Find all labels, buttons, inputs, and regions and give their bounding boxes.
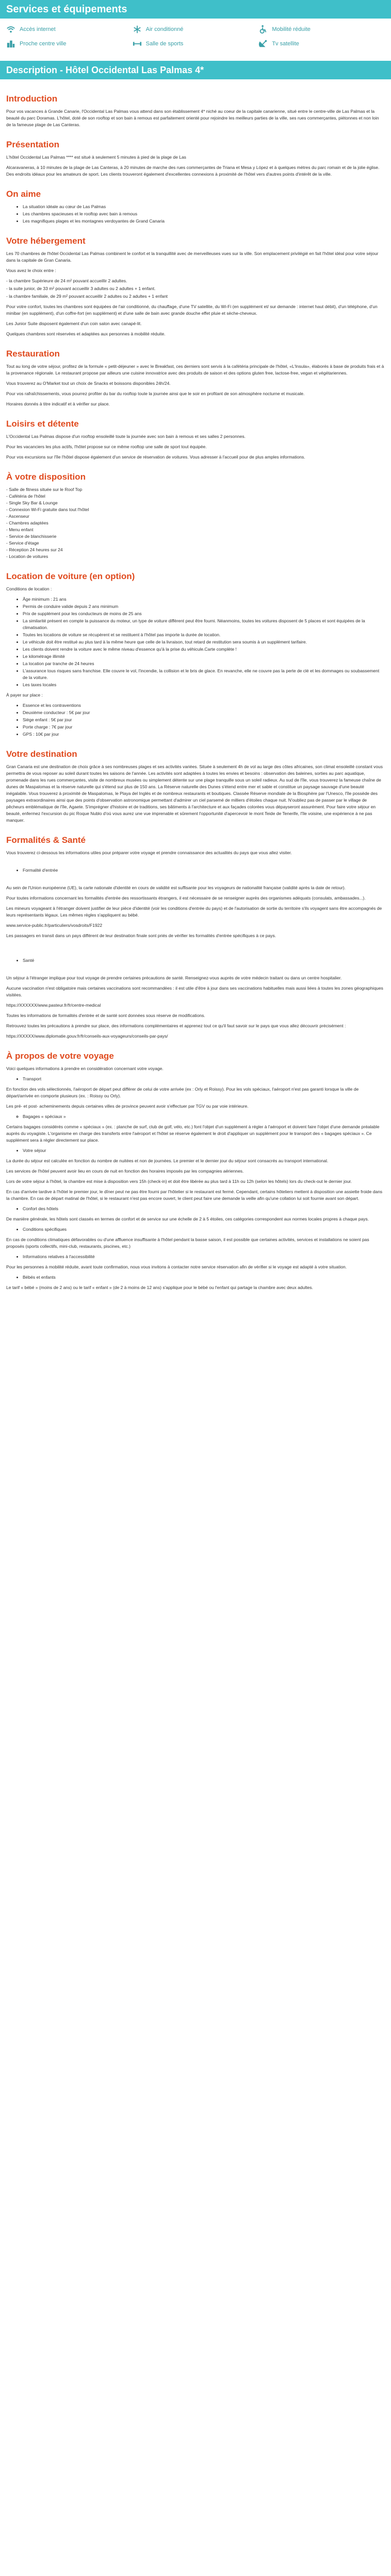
sante-item	[6, 957, 385, 964]
description-header	[0, 61, 391, 79]
paragraph: Vous avez le choix entre :	[6, 268, 56, 273]
list-item: • Confort des hôtels	[23, 1206, 385, 1212]
paragraph: Voici quelques informations à prendre en considération concernant votre voyage.	[6, 1066, 164, 1071]
paragraph: En cas de conditions climatiques défavorables ou d'une affluence insuffisante à l'hôtel pendant la basse saison, il est possible que certaines activités, services et installations ne soient pas proposés (sports collectifs, mini-club, restaurants, piscines, etc.)	[6, 1237, 369, 1249]
list-item: - Service de blanchisserie	[6, 534, 57, 539]
list-item: • Prix de supplément pour les conducteurs de moins de 25 ans	[23, 611, 385, 617]
section-title-disposition: À votre disposition	[6, 472, 86, 482]
list-item: - Cafétéria de l'hôtel	[6, 494, 45, 499]
section-title-introduction: Introduction	[6, 94, 58, 104]
list-item: • Âge minimum : 21 ans	[23, 596, 385, 603]
link-text[interactable]: www.service-public.fr/particuliers/vosdroits/F1922	[6, 923, 103, 928]
section-title-destination: Votre destination	[6, 749, 77, 759]
paragraph: Alcaravaneras, à 10 minutes de la plage de Las Canteras, à 20 minutes de marche des rues commerçantes de Triana et Mesa y López et à quelques mètres du parc romain et de la jolie église. Des endroits idéaux pour les amateurs de sport. Les clients trouveront également d'excellentes connexions à proximité de l'hôtel vers d'autres points d'intérêt de la ville.	[6, 165, 380, 177]
paragraph: Gran Canaria est une destination de choix grâce à ses nombreuses plages et ses activités variées. Située à seulement 4h de vol au large des côtes africaines, son climat ensoleillé constant vous permettra de vous reposer au soleil durant toutes les saisons de l'année. Les activités sont adaptées à toutes les envies et besoins : observation des baleines, sorties au parc aquatique, promenade dans les rues commerçantes, visite de nombreux musées ou simplement détente sur une plage tranquille sous un soleil radieux. Au sud de l'île, vous trouverez la fameuse chaîne de dunes de Maspalomas et la réserve naturelle qui s'étend sur plus de 150 ans. La Réserve naturelle des Dunes s'étend entre mer et sable et constitue un paysage sauvage d'une beauté inégalable. Vous trouverez à proximité de Maspalomas, le Playa del Inglés et de nombreux restaurants et boutiques. Classée Réserve mondiale de la Biosphère par l'Unesco, l'île possède des paysages extraordinaires ainsi que des points d'observation astronomique permettant d'admirer un ciel parsemé de milliers d'étoiles chaque nuit. N'oubliez pas de passer par le village de pêcheurs emblématique de l'île, Agaete. S'imprégner d'histoire et de traditions, ses bâtiments à l'architecture et aux façades colorées vous dépayseront assurément. Pour faire votre séjour en beauté, enfermez l'excursion du pic Roque Nublo d'où vous aurez une vue imprenable et sûrement l'opportunité d'apercevoir le mont Teide de Tenerife, l'île voisine, une expérience à ne pas manquer.	[6, 764, 383, 823]
amenity-label: Accès internet	[20, 26, 56, 32]
paragraph: Le tarif « bébé » (moins de 2 ans) ou le tarif « enfant » (de 2 à moins de 12 ans) s'applique pour le bébé ou l'enfant qui partage la chambre avec deux adultes.	[6, 1285, 313, 1290]
amenity-tv	[258, 39, 385, 48]
list-item: • Le véhicule doit être restitué au plus tard à la même heure que celle de la livraison, tout retard de restitution sera soumis à un supplément tarifaire.	[23, 639, 385, 646]
paragraph: Les passagers en transit dans un pays différent de leur destination finale sont priés de vérifier les formalités d'entrée spécifiques à ce pays.	[6, 933, 276, 938]
section-title-formalites: Formalités & Santé	[6, 835, 86, 845]
amenity-label: Salle de sports	[145, 41, 184, 47]
bagages-item	[6, 1113, 385, 1120]
services-title: Services et équipements	[6, 4, 127, 15]
pay-list	[6, 702, 385, 738]
section-title-on-aime: On aime	[6, 189, 41, 199]
list-item: • GPS : 10€ par jour	[23, 731, 385, 738]
list-item: • La similarité présent en compte la puissance du moteur, un type de voiture différent peut être fourni. Néanmoins, toutes les voitures disposent de 5 places et sont équipées de la climatisation.	[23, 618, 385, 631]
list-item: • Les magnifiques plages et les montagnes verdoyantes de Grand Canaria	[23, 218, 385, 225]
list-item: • Conditions spécifiques	[23, 1226, 385, 1233]
section-title-location: Location de voiture (en option)	[6, 571, 135, 581]
list-item: - Ascenseur	[6, 514, 29, 519]
sejour-item	[6, 1147, 385, 1154]
subtitle: À payer sur place :	[6, 692, 43, 698]
paragraph: Horaires donnés à titre indicatif et à vérifier sur place.	[6, 401, 110, 406]
list-item: • Santé	[23, 957, 385, 964]
section-title-loisirs: Loisirs et détente	[6, 419, 79, 429]
section-title-restauration: Restauration	[6, 349, 60, 359]
list-item: • Formalité d'entrée	[23, 867, 385, 874]
wheelchair-icon	[258, 25, 268, 34]
city-icon	[6, 39, 15, 48]
list-item: • Transport	[23, 1076, 385, 1082]
list-item: - Single Sky Bar & Lounge	[6, 500, 58, 505]
paragraph: Retrouvez toutes les précautions à prendre sur place, des informations complémentaires et apprenez tout ce qu'il faut savoir sur le pays que vous allez découvrir précisément :	[6, 1023, 346, 1028]
description-content	[0, 79, 391, 1291]
list-item: • Porte charge : 7€ par jour	[23, 724, 385, 731]
list-item: • Votre séjour	[23, 1147, 385, 1154]
on-aime-list	[6, 204, 385, 225]
list-item: - Réception 24 heures sur 24	[6, 547, 63, 552]
paragraph: Tout au long de votre séjour, profitez de la formule « petit-déjeuner » avec le Breakfast, ces derniers sont servis à la cafétéria principale de l'hôtel, «L'Insula», élaborés à base de produits frais et à la provenance régionale. Le restaurant propose par ailleurs une cuisine innovatrice avec des produits de saison et des options gluten free, lactose-free, vegan et végétariennes.	[6, 364, 384, 376]
list-item: • Deuxième conducteur : 5€ par jour	[23, 709, 385, 716]
amenity-mobility	[258, 25, 385, 34]
list-item: • Le kilométrage illimité	[23, 653, 385, 660]
list-item: • Siège enfant : 5€ par jour	[23, 717, 385, 723]
confort-item	[6, 1206, 385, 1212]
list-item: • Permis de conduire valide depuis 2 ans minimum	[23, 603, 385, 610]
disposition-list	[6, 486, 385, 560]
paragraph: Aucune vaccination n'est obligatoire mais certaines vaccinations sont recommandées : il est utile d'être à jour dans ses vaccinations habituelles mais aussi liées à toutes les zones géographiques visitées.	[6, 986, 383, 997]
amenity-city	[6, 39, 133, 48]
paragraph: Pour vos excursions sur l'île l'hôtel dispose également d'un service de réservation de voitures. Vous adresser à l'accueil pour de plus amples informations.	[6, 454, 305, 460]
amenity-label: Proche centre ville	[20, 41, 67, 47]
paragraph: Certains bagages considérés comme « spéciaux » (ex. : planche de surf, club de golf, vélo, etc.) font l'objet d'un supplément à régler à l'aéroport et doivent faire l'objet d'une demande préalable auprès du voyagiste. L'organisme en charge des transferts entre l'aéroport et l'hôtel se réserve également le droit d'appliquer un supplément pour le transport des « bagages spéciaux ». Ce supplément sera à régler directement sur place.	[6, 1124, 380, 1143]
paragraph: Les mineurs voyageant à l'étranger doivent justifier de leur pièce d'identité (voir les conditions d'entrée du pays) et de l'autorisation de sortie du territoire s'ils voyagent sans être accompagnés de leurs représentants légaux. Les mêmes règles s'appliquent au bébé.	[6, 906, 382, 918]
paragraph: L'hôtel Occidental Las Palmas **** est situé à seulement 5 minutes à pied de la plage de Las	[6, 155, 186, 160]
description-title: Description - Hôtel Occidental Las Palmas 4*	[6, 65, 204, 75]
room-type: - la suite junior, de 33 m² pouvant accueillir 3 adultes ou 2 adultes + 1 enfant.	[6, 286, 156, 291]
paragraph: Un séjour à l'étranger implique pour tout voyage de prendre certaines précautions de santé. Renseignez-vous auprès de votre médecin traitant ou dans un centre hospitalier.	[6, 975, 342, 980]
list-item: - Salle de fitness située sur le Roof Top	[6, 487, 83, 492]
snowflake-icon	[133, 25, 142, 34]
list-item: • La location par tranche de 24 heures	[23, 660, 385, 667]
amenity-label: Air conditionné	[145, 26, 184, 32]
paragraph: En cas d'arrivée tardive à l'hôtel le premier jour, le dîner peut ne pas être fourni par l'hôtelier si le restaurant est fermé. Cependant, certains hôteliers mettent à disposition une assiette froide dans la chambre. En cas de départ matinal de l'hôtel, si le restaurant n'est pas encore ouvert, le client peut faire une demande la veille afin qu'une collation lui soit fournie avant son départ.	[6, 1189, 383, 1201]
dumbbell-icon	[133, 39, 142, 48]
conditions-item	[6, 1226, 385, 1233]
transport-item	[6, 1076, 385, 1082]
link-text[interactable]: https://XXXXXX/www.pasteur.fr/fr/centre-medical	[6, 1003, 101, 1008]
list-item: • Les chambres spacieuses et le rooftop avec bain à remous	[23, 211, 385, 217]
paragraph: L'Occidental Las Palmas dispose d'un rooftop ensoleillé toute la journée avec son bain à remous et ses salles 2 personnes.	[6, 434, 246, 439]
amenity-label: Mobilité réduite	[272, 26, 311, 32]
amenity-label: Tv satellite	[272, 41, 299, 47]
paragraph: Pour toutes informations concernant les formalités d'entrée des ressortissants étrangers, il est nécessaire de se renseigner auprès des organismes adéquats (consulats, ambassades...).	[6, 895, 366, 901]
paragraph: De manière générale, les hôtels sont classés en termes de confort et de service sur une échelle de 2 à 5 étoiles, ces catégories correspondent aux normes locales propres à chaque pays.	[6, 1216, 369, 1222]
list-item: ◦ Bagages « spéciaux »	[23, 1113, 385, 1120]
paragraph: Vous trouverez au O'Market tout un choix de Snacks et boissons disponibles 24h/24.	[6, 381, 171, 386]
list-item: - Connexion Wi-Fi gratuite dans tout l'hôtel	[6, 507, 89, 512]
paragraph: Pour les personnes à mobilité réduite, avant toute confirmation, nous vous invitons à contacter notre service réservation afin de vérifier si le voyage est adapté à votre situation.	[6, 1264, 347, 1269]
list-item: • La situation idéale au cœur de Las Palmas	[23, 204, 385, 210]
list-item: • Toutes les locations de voiture se récupèrent et se restituent à l'hôtel pas importe la durée de location.	[23, 632, 385, 638]
formalites-item	[6, 867, 385, 874]
room-type: - la chambre Supérieure de 24 m² pouvant accueillir 2 adultes.	[6, 278, 127, 283]
link-text[interactable]: https://XXXXX/www.diplomatie.gouv.fr/fr/conseils-aux-voyageurs/conseils-par-pays/	[6, 1033, 168, 1039]
paragraph: Au sein de l'Union européenne (UE), la carte nationale d'identité en cours de validité est suffisante pour les voyageurs de nationalité française (validité après la date de retour).	[6, 885, 346, 890]
paragraph: La durée du séjour est calculée en fonction du nombre de nuitées et non de journées. Le premier et le dernier jour du séjour sont consacrés au transport international.	[6, 1158, 329, 1163]
list-item: • Informations relatives à l'accessibilité	[23, 1253, 385, 1260]
paragraph: Lors de votre séjour à l'hôtel, la chambre est mise à disposition vers 15h (check-in) et doit être libérée au plus tard à 11h ou 12h (selon les hôtels) lors du check-out le dernier jour.	[6, 1179, 352, 1184]
room-type: - la chambre familiale, de 29 m² pouvant accueillir 2 adultes ou 2 adultes + 1 enfant	[6, 294, 168, 299]
list-item: - Menu enfant	[6, 527, 34, 532]
amenity-gym	[133, 39, 259, 48]
paragraph: Pour vos vacances à Grande Canarie, l'Occidental Las Palmas vous attend dans son établissement 4* niché au coeur de la capitale canarienne, situé entre le centre-ville de Las Palmas et la beauté du parc Doramas. L'hôtel, doté de son rooftop et son bain à remous est parfaitement orienté pour rejoindre les meilleurs parties de la ville, ses rues commerçantes, piétonnes et non loin de la fameuse plage de Las Canteras.	[6, 109, 379, 127]
section-title-apropos: À propos de votre voyage	[6, 1051, 114, 1061]
paragraph: Les services de l'hôtel peuvent avoir lieu en cours de nuit en fonction des horaires imposés par les compagnies aériennes.	[6, 1168, 244, 1174]
amenity-internet	[6, 25, 133, 34]
conditions-list	[6, 596, 385, 688]
paragraph: Les 70 chambres de l'hôtel Occidental Las Palmas combinent le confort et la tranquillité avec de merveilleuses vues sur la ville. Son emplacement privilégié en fait l'hôtel idéal pour votre séjour dans la capitale de Gran Canaria.	[6, 251, 379, 263]
list-item: • Bébés et enfants	[23, 1274, 385, 1281]
paragraph: En fonction des vols sélectionnés, l'aéroport de départ peut différer de celui de votre arrivée (ex : Orly et Roissy). Pour les vols spéciaux, l'aéroport n'est pas garanti lorsque la ville de départ/arrivée en comporte plusieurs (ex. : Roissy ou Orly).	[6, 1087, 359, 1098]
amenities-grid	[0, 19, 391, 57]
satellite-icon	[258, 39, 268, 48]
paragraph: Pour votre confort, toutes les chambres sont équipées de l'air conditionné, du chauffage, d'une TV satellite, du Wi-Fi (en supplément et/ sur demande : internet haut débit), d'un téléphone, d'un minibar (en supplément), d'un coffre-fort (en supplément) et d'une salle de bain avec grande douche effet pluie et sèche-cheveux.	[6, 304, 378, 316]
paragraph: Pour les vacanciers les plus actifs, l'hôtel propose sur ce même rooftop une salle de sport tout équipée.	[6, 444, 207, 449]
services-header	[0, 0, 391, 19]
wifi-icon	[6, 25, 15, 34]
paragraph: Toutes les informations de formalités d'entrée et de santé sont données sous réserve de modifications.	[6, 1013, 205, 1018]
paragraph: Les Junior Suite disposent également d'un coin salon avec canapé-lit.	[6, 321, 142, 326]
paragraph: Les pré- et post- acheminements depuis certaines villes de province peuvent avoir s'effectuer par TGV ou par voie intérieure.	[6, 1104, 249, 1109]
list-item: - Chambres adaptées	[6, 520, 48, 526]
paragraph: Quelques chambres sont réservées et adaptées aux personnes à mobilité réduite.	[6, 331, 166, 336]
section-title-presentation: Présentation	[6, 140, 59, 149]
list-item: • Essence et les contraventions	[23, 702, 385, 709]
list-item: • L'assurance tous risques sans franchise. Elle couvre le vol, l'incendie, la collision et le bris de glace. En revanche, elle ne couvre pas la perte de clé et les dommages ou soubassement de la voiture.	[23, 668, 385, 681]
list-item: • Les taxes locales	[23, 682, 385, 688]
amenity-aircon	[133, 25, 259, 34]
paragraph: Pour vos rafraîchissements, vous pourrez profiter du bar du rooftop toute la journée ainsi que le soir en profitant de son atmosphère nocturne et musicale.	[6, 391, 305, 396]
subtitle: Conditions de location :	[6, 586, 52, 591]
bebes-item	[6, 1274, 385, 1281]
list-item: • Les clients doivent rendre la voiture avec le même niveau d'essence qu'à la prise du véhicule.Carte complète !	[23, 646, 385, 653]
section-title-hebergement: Votre hébergement	[6, 236, 86, 246]
list-item: - Service d'étage	[6, 540, 39, 546]
list-item: - Location de voitures	[6, 554, 48, 559]
paragraph: Vous trouverez ci-dessous les informations utiles pour préparer votre voyage et prendre connaissance des actualités du pays que vous allez visiter.	[6, 850, 292, 855]
accessibilite-item	[6, 1253, 385, 1260]
